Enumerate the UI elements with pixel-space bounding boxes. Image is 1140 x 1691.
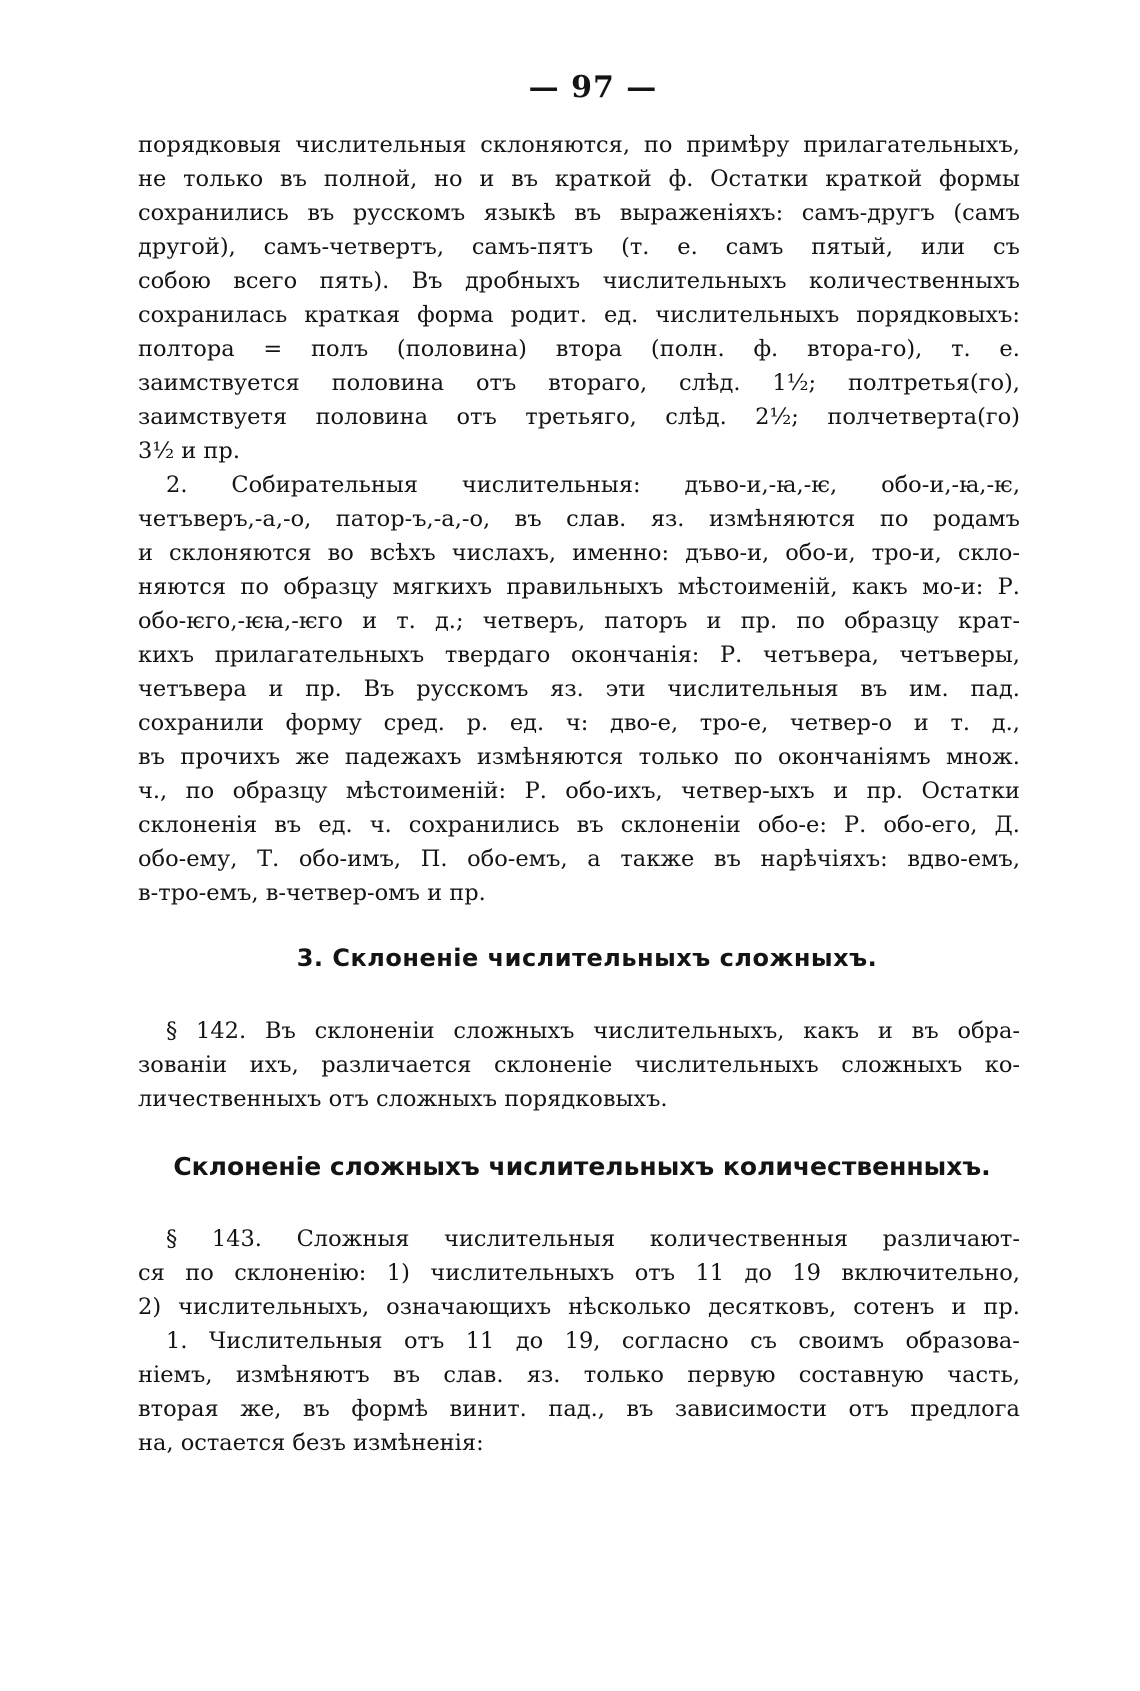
paragraph-11-to-19 xyxy=(138,1324,1020,1460)
text-line: и склоняются во всѣхъ числахъ, именно: дъво-и, обо-и, тро-и, скло- xyxy=(138,540,1020,566)
text-line: сохранилась краткая форма родит. ед. числительныхъ порядковыхъ: xyxy=(138,302,1020,328)
text-line: на, остается безъ измѣненія: xyxy=(138,1430,484,1456)
section-heading: 3. Склоненіе числительныхъ сложныхъ. xyxy=(296,944,878,972)
text-line: сохранили форму сред. р. ед. ч: дво-е, тро-е, четвер-о и т. д., xyxy=(138,710,1020,736)
text-line: § 142. Въ склоненіи сложныхъ числительныхъ, какъ и въ обра- xyxy=(166,1018,1020,1044)
text-line: вторая же, въ формѣ винит. пад., въ зависимости отъ предлога xyxy=(138,1396,1020,1422)
text-line: четъверъ,-а,-о, патор-ъ,-а,-о, въ слав. яз. измѣняются по родамъ xyxy=(138,506,1020,532)
text-line: склоненія въ ед. ч. сохранились въ склоненіи обо-е: Р. обо-его, Д. xyxy=(138,812,1020,838)
text-line: не только въ полной, но и въ краткой ф. Остатки краткой формы xyxy=(138,166,1020,192)
text-line: заимствуетя половина отъ третьяго, слѣд. 2½; полчетверта(го) xyxy=(138,404,1020,430)
text-line: личественныхъ отъ сложныхъ порядковыхъ. xyxy=(138,1086,668,1112)
text-line: 2) числительныхъ, означающихъ нѣсколько десятковъ, сотенъ и пр. xyxy=(138,1294,1020,1320)
text-line: заимствуется половина отъ втораго, слѣд. 1½; полтретья(го), xyxy=(138,370,1020,396)
text-line: обо-ему, Т. обо-имъ, П. обо-емъ, а также въ нарѣчіяхъ: вдво-емъ, xyxy=(138,846,1020,872)
text-line: полтора = полъ (половина) втора (полн. ф. втора-го), т. е. xyxy=(138,336,1020,362)
text-line: другой), самъ-четвертъ, самъ-пятъ (т. е. самъ пятый, или съ xyxy=(138,234,1020,260)
text-line: порядковыя числительныя склоняются, по примѣру прилагательныхъ, xyxy=(138,132,1020,158)
text-line: 3½ и пр. xyxy=(138,438,240,464)
text-line: няются по образцу мягкихъ правильныхъ мѣстоименій, какъ мо-и: Р. xyxy=(138,574,1020,600)
subsection-heading: Склоненіе сложныхъ числительныхъ количественныхъ. xyxy=(173,1152,991,1181)
text-line: зованіи ихъ, различается склоненіе числительныхъ сложныхъ ко- xyxy=(138,1052,1020,1078)
text-line: ся по склоненію: 1) числительныхъ отъ 11 до 19 включительно, xyxy=(138,1260,1020,1286)
text-line: въ прочихъ же падежахъ измѣняются только по окончаніямъ множ. xyxy=(138,744,1020,770)
paragraph-143 xyxy=(138,1222,1020,1324)
text-line: обо-ѥго,-ѥꙗ,-ѥго и т. д.; четверъ, паторъ и пр. по образцу крат- xyxy=(138,608,1020,634)
page-number: — 97 — xyxy=(528,70,658,105)
text-line: 1. Числительныя отъ 11 до 19, согласно съ своимъ образова- xyxy=(166,1328,1020,1354)
text-line: ч., по образцу мѣстоименій: Р. обо-ихъ, четвер-ыхъ и пр. Остатки xyxy=(138,778,1020,804)
text-line: собою всего пять). Въ дробныхъ числительныхъ количественныхъ xyxy=(138,268,1020,294)
text-line: четъвера и пр. Въ русскомъ яз. эти числительныя въ им. пад. xyxy=(138,676,1020,702)
text-line: ніемъ, измѣняютъ въ слав. яз. только первую составную часть, xyxy=(138,1362,1020,1388)
paragraph-ordinal-declension xyxy=(138,128,1020,468)
document-page xyxy=(138,70,1020,1460)
paragraph-142 xyxy=(138,1014,1020,1116)
text-line: в-тро-емъ, в-четвер-омъ и пр. xyxy=(138,880,486,906)
text-line: 2. Собирательныя числительныя: дъво-и,-ꙗ,-ѥ, обо-и,-ꙗ,-ѥ, xyxy=(166,472,1020,498)
text-line: сохранились въ русскомъ языкѣ въ выраженіяхъ: самъ-другъ (самъ xyxy=(138,200,1020,226)
text-line: кихъ прилагательныхъ твердаго окончанія: Р. четъвера, четъверы, xyxy=(138,642,1020,668)
text-line: § 143. Сложныя числительныя количественныя различают- xyxy=(166,1226,1020,1252)
paragraph-collective-numerals xyxy=(138,468,1020,910)
